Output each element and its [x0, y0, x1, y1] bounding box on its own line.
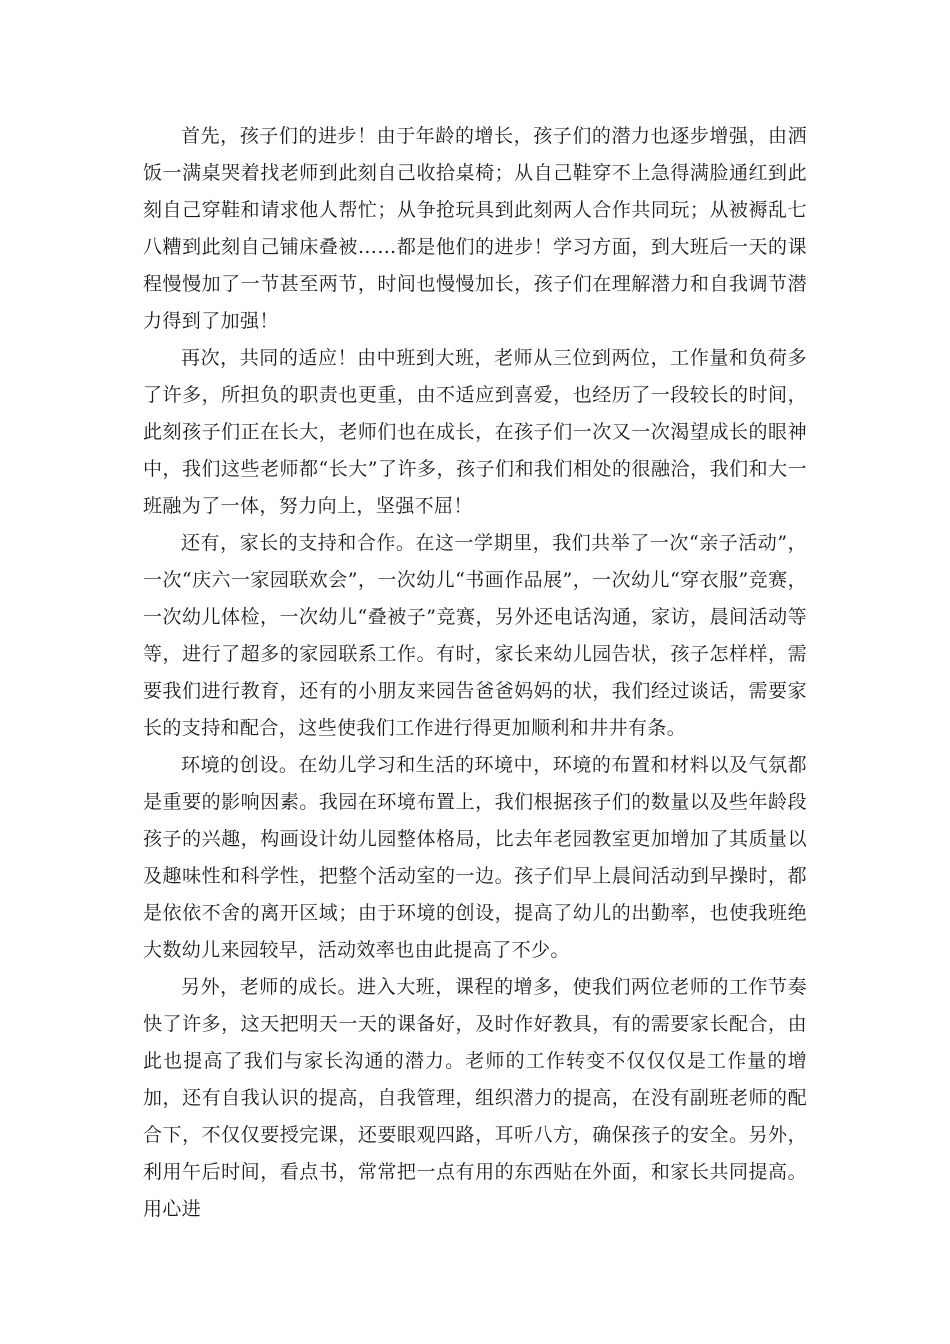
- paragraph-adaptation: 再次，共同的适应！由中班到大班，老师从三位到两位，工作量和负荷多了许多，所担负的职责也更重，由不适应到喜爱，也经历了一段较长的时间，此刻孩子们正在长大，老师们也在成长，在孩子们一次又一次渴望成长的眼神中，我们这些老师都“长大”了许多，孩子们和我们相处的很融洽，我们和大一班融为了一体，努力向上，坚强不屈！: [143, 347, 807, 517]
- document-page: [143, 118, 807, 1228]
- paragraph-progress: 首先，孩子们的进步！由于年龄的增长，孩子们的潜力也逐步增强，由洒饭一满桌哭着找老师到此刻自己收拾桌椅；从自己鞋穿不上急得满脸通红到此刻自己穿鞋和请求他人帮忙；从争抢玩具到此刻两人合作共同玩；从被褥乱七八糟到此刻自己铺床叠被……都是他们的进步！学习方面，到大班后一天的课程慢慢加了一节甚至两节，时间也慢慢加长，孩子们在理解潜力和自我调节潜力得到了加强！: [143, 125, 807, 332]
- paragraph-environment: 环境的创设。在幼儿学习和生活的环境中，环境的布置和材料以及气氛都是重要的影响因素。我园在环境布置上，我们根据孩子们的数量以及些年龄段孩子的兴趣，构画设计幼儿园整体格局，比去年老园教室更加增加了其质量以及趣味性和科学性，把整个活动室的一边。孩子们早上晨间活动到早操时，都是依依不舍的离开区域；由于环境的创设，提高了幼儿的出勤率，也使我班绝大数幼儿来园较早，活动效率也由此提高了不少。: [143, 754, 807, 961]
- paragraph-teacher-growth: 另外，老师的成长。进入大班，课程的增多，使我们两位老师的工作节奏快了许多，这天把明天一天的课备好，及时作好教具，有的需要家长配合，由此也提高了我们与家长沟通的潜力。老师的工作转变不仅仅仅是工作量的增加，还有自我认识的提高，自我管理，组织潜力的提高，在没有副班老师的配合下，不仅仅要授完课，还要眼观四路，耳听八方，确保孩子的安全。另外，利用午后时间，看点书，常常把一点有用的东西贴在外面，和家长共同提高。用心进: [143, 976, 807, 1220]
- paragraph-parent-support: 还有，家长的支持和合作。在这一学期里，我们共举了一次“亲子活动”，一次“庆六一家园联欢会”，一次幼儿“书画作品展”，一次幼儿“穿衣服”竞赛，一次幼儿体检，一次幼儿“叠被子”竞赛，另外还电话沟通，家访，晨间活动等等，进行了超多的家园联系工作。有时，家长来幼儿园告状，孩子怎样样，需要我们进行教育，还有的小朋友来园告爸爸妈妈的状，我们经过谈话，需要家长的支持和配合，这些使我们工作进行得更加顺利和井井有条。: [143, 532, 807, 739]
